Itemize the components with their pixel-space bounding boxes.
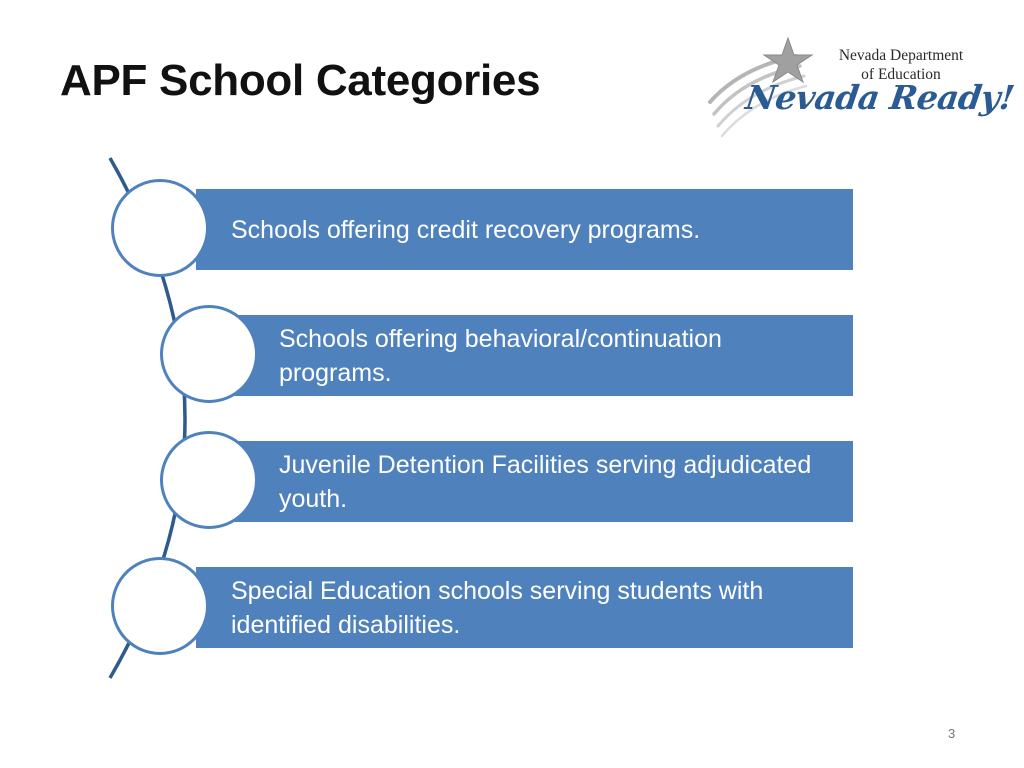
bullet-circle-icon — [111, 179, 209, 277]
category-bar-special-education — [196, 567, 853, 648]
logo-tagline: Nevada Ready! — [743, 78, 1017, 117]
page-number: 3 — [948, 726, 956, 741]
slide-title: APF School Categories — [60, 56, 541, 105]
category-bar-juvenile-detention — [196, 441, 853, 522]
bullet-circle-icon — [160, 305, 258, 403]
category-label: Schools offering behavioral/continuation programs. — [279, 324, 722, 387]
category-bar-behavioral — [196, 315, 853, 396]
logo-org-line2: of Education — [861, 66, 941, 83]
category-label: Juvenile Detention Facilities serving adjudicated youth. — [279, 450, 812, 513]
logo-org-line1: Nevada Department — [838, 47, 964, 64]
category-bar-credit-recovery — [196, 189, 853, 270]
category-label: Special Education schools serving students with identified disabilities. — [231, 576, 764, 639]
category-label: Schools offering credit recovery programs. — [231, 215, 701, 244]
bullet-circle-icon — [111, 557, 209, 655]
bullet-circle-icon — [160, 431, 258, 529]
